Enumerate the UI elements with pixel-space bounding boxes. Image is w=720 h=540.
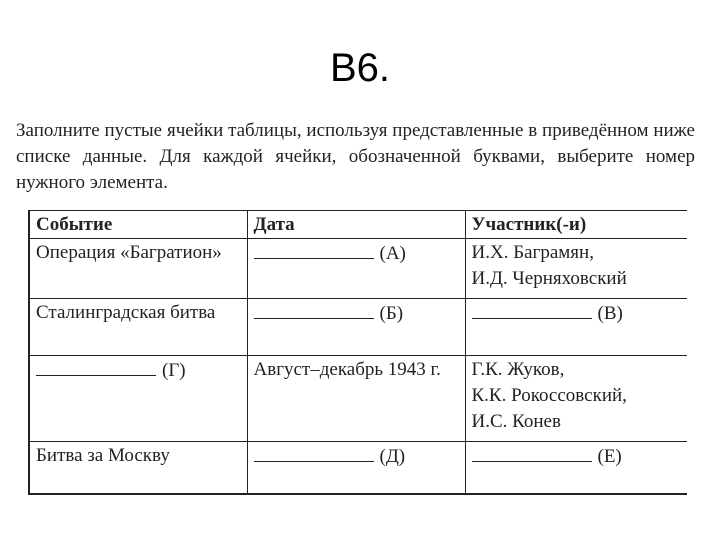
answer-blank — [254, 443, 374, 462]
answer-blank — [472, 443, 592, 462]
answer-blank — [254, 240, 374, 259]
slide-title: B6. — [329, 46, 391, 90]
blank-letter: (В) — [597, 303, 623, 324]
cell-event — [29, 356, 247, 442]
cell-participants — [465, 299, 687, 356]
table-row — [29, 299, 687, 356]
participant-name: К.К. Рокоссовский, — [471, 385, 627, 406]
participant-name: И.С. Конев — [471, 411, 561, 432]
participant-name: И.Д. Черняховский — [471, 268, 627, 289]
cell-date — [247, 299, 465, 356]
cell-event: Сталинградская битва — [29, 299, 247, 356]
cell-date — [247, 239, 465, 299]
answer-blank — [254, 300, 374, 319]
participant-name: И.Х. Баграмян, — [471, 242, 594, 263]
blank-letter: (Г) — [162, 360, 186, 381]
task-table — [28, 210, 687, 495]
table-row — [29, 239, 687, 299]
cell-date: Август–декабрь 1943 г. — [247, 356, 465, 442]
column-header-event: Событие — [29, 211, 247, 239]
blank-letter: (Б) — [379, 303, 404, 324]
table-row — [29, 442, 687, 494]
blank-letter: (Д) — [379, 446, 406, 467]
column-header-participants: Участник(-и) — [465, 211, 687, 239]
answer-blank — [36, 357, 156, 376]
table-header-row — [29, 211, 687, 239]
cell-participants — [465, 239, 687, 299]
column-header-date: Дата — [247, 211, 465, 239]
cell-participants — [465, 356, 687, 442]
answer-blank — [472, 300, 592, 319]
blank-letter: (А) — [379, 243, 406, 264]
participant-name: Г.К. Жуков, — [471, 359, 565, 380]
cell-participants — [465, 442, 687, 494]
cell-event: Операция «Багратион» — [29, 239, 247, 299]
cell-date — [247, 442, 465, 494]
task-instructions: Заполните пустые ячейки таблицы, используя представленные в приведённом ниже списке данные. Для каждой ячейки, обозначенной буквами, выберите номер нужного элемента. — [16, 120, 695, 193]
cell-event: Битва за Москву — [29, 442, 247, 494]
table-row — [29, 356, 687, 442]
blank-letter: (Е) — [597, 446, 622, 467]
